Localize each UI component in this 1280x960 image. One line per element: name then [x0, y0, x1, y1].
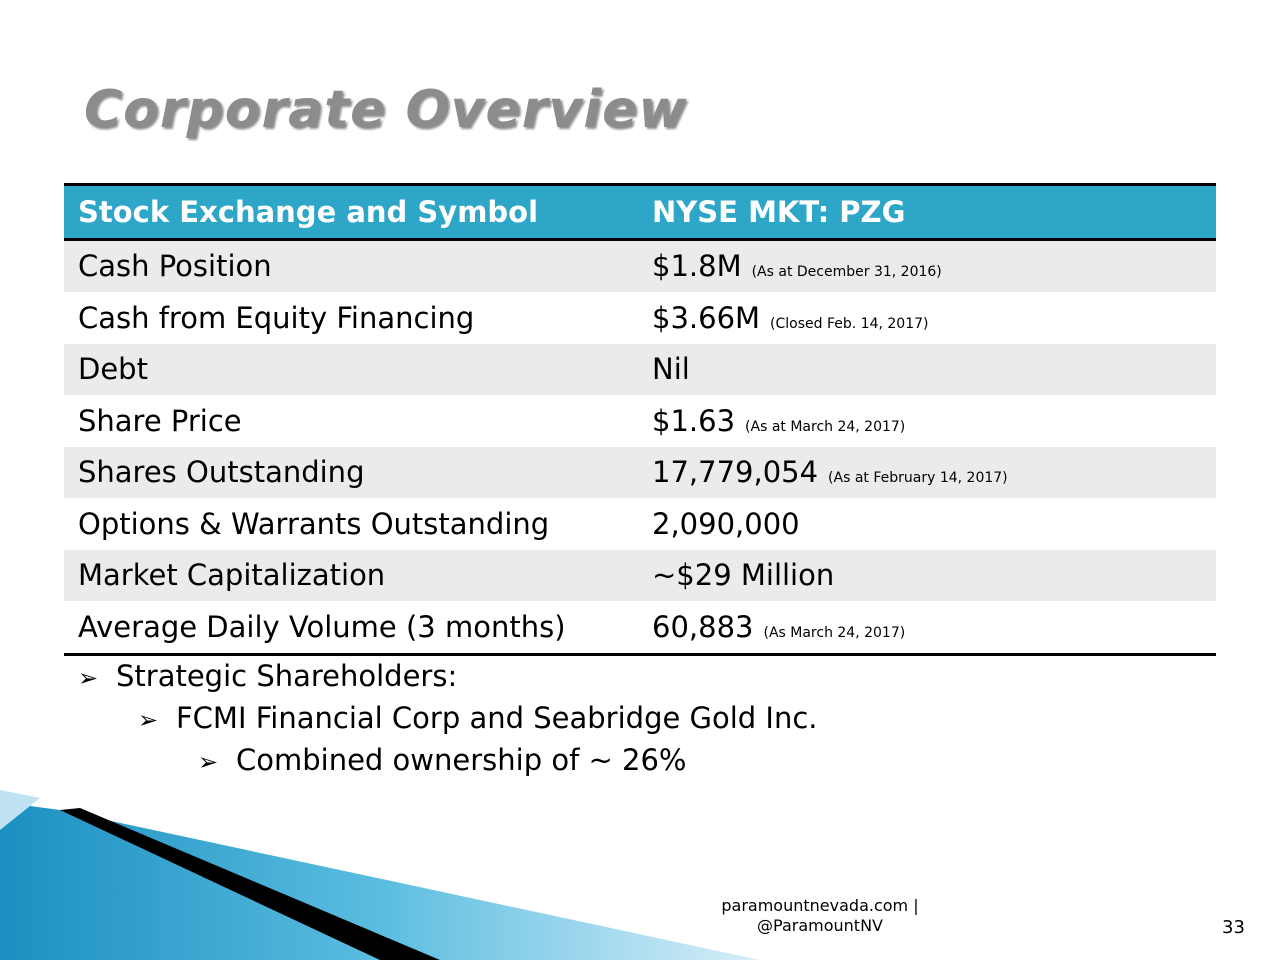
shareholder-bullets — [78, 656, 818, 782]
bullet-item — [78, 740, 818, 782]
bullet-text: Strategic Shareholders: — [116, 659, 458, 693]
row-label: Share Price — [64, 395, 638, 447]
row-label: Shares Outstanding — [64, 447, 638, 499]
row-label: Debt — [64, 344, 638, 396]
row-value-cell — [638, 292, 1216, 344]
bullet-text: FCMI Financial Corp and Seabridge Gold Inc. — [176, 701, 818, 735]
row-label: Cash from Equity Financing — [64, 292, 638, 344]
row-value: $1.8M — [652, 249, 742, 284]
footer — [700, 896, 940, 936]
table-header-row — [64, 185, 1216, 240]
row-label: Average Daily Volume (3 months) — [64, 601, 638, 654]
row-value: 60,883 — [652, 609, 754, 644]
row-value: 17,779,054 — [652, 455, 819, 490]
bullet-item — [78, 656, 818, 698]
table-row — [64, 395, 1216, 447]
row-value-cell — [638, 498, 1216, 550]
header-label: Stock Exchange and Symbol — [64, 185, 638, 240]
arrow-bullet-icon: ➢ — [198, 748, 219, 776]
bullet-item — [78, 698, 818, 740]
row-value: $1.63 — [652, 403, 736, 438]
arrow-bullet-icon: ➢ — [78, 664, 99, 692]
row-note: (As at February 14, 2017) — [828, 470, 1008, 487]
row-value-cell — [638, 395, 1216, 447]
footer-handle: @ParamountNV — [757, 916, 883, 935]
row-value-cell — [638, 344, 1216, 396]
page-number: 33 — [1222, 917, 1245, 938]
table-row — [64, 550, 1216, 602]
decorative-swoosh — [0, 790, 1280, 960]
row-value: ~$29 Million — [652, 558, 835, 593]
row-value-cell — [638, 239, 1216, 292]
bullet-text: Combined ownership of ~ 26% — [236, 743, 687, 777]
table-row — [64, 344, 1216, 396]
table-row — [64, 292, 1216, 344]
table-row — [64, 498, 1216, 550]
arrow-bullet-icon: ➢ — [138, 706, 159, 734]
row-value: Nil — [652, 352, 690, 387]
row-note: (As at March 24, 2017) — [745, 418, 906, 435]
row-value-cell — [638, 550, 1216, 602]
slide-title: Corporate Overview — [84, 80, 688, 140]
row-label: Options & Warrants Outstanding — [64, 498, 638, 550]
header-value: NYSE MKT: PZG — [638, 185, 1216, 240]
row-label: Cash Position — [64, 239, 638, 292]
row-value: $3.66M — [652, 300, 761, 335]
table-row — [64, 601, 1216, 654]
row-note: (Closed Feb. 14, 2017) — [770, 315, 929, 332]
table-row — [64, 239, 1216, 292]
overview-table — [64, 183, 1216, 656]
row-value-cell — [638, 447, 1216, 499]
row-note: (As March 24, 2017) — [763, 624, 906, 641]
table-row — [64, 447, 1216, 499]
row-value: 2,090,000 — [652, 506, 800, 541]
row-value-cell — [638, 601, 1216, 654]
footer-website: paramountnevada.com | — [721, 896, 919, 915]
row-label: Market Capitalization — [64, 550, 638, 602]
row-note: (As at December 31, 2016) — [751, 264, 942, 281]
